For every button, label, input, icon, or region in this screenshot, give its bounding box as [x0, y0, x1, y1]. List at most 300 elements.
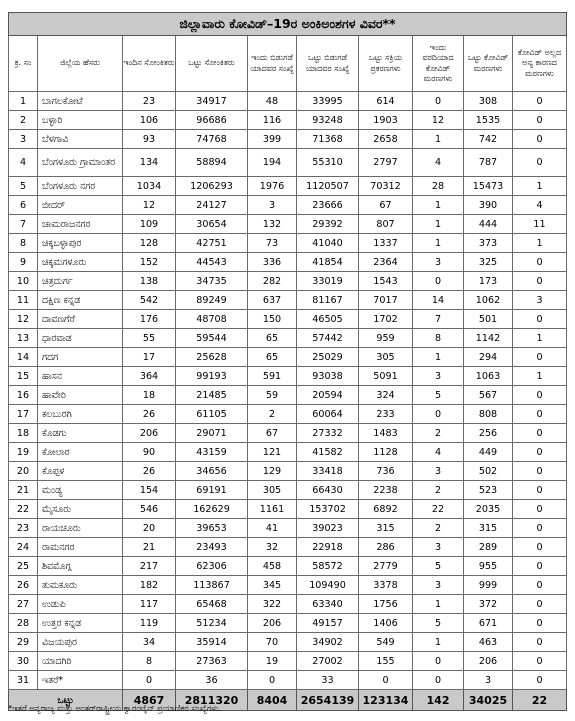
total-discharged-cell: 39023 — [297, 519, 359, 538]
district-name-cell: ಬಳ್ಳಾರಿ — [38, 111, 123, 130]
total-positive-cell: 36 — [176, 671, 248, 690]
district-name-cell: ತುಮಕೂರು — [38, 576, 123, 595]
today-positive-cell: 17 — [123, 348, 176, 367]
today-discharged-cell: 282 — [248, 272, 297, 291]
total-deaths-cell: 294 — [464, 348, 513, 367]
total-positive-cell: 35914 — [176, 633, 248, 652]
active-cases-cell: 614 — [359, 92, 413, 111]
non-covid-deaths-cell: 0 — [513, 481, 567, 500]
col-header-non-covid-deaths: ಕೋವಿಡ್ ಅಲ್ಲದ ಅನ್ಯ ಕಾರಣದ ಮರಣಗಳು — [513, 36, 567, 92]
today-deaths-cell: 3 — [413, 462, 464, 481]
active-cases-cell: 0 — [359, 671, 413, 690]
active-cases-cell: 70312 — [359, 177, 413, 196]
active-cases-cell: 2658 — [359, 130, 413, 149]
district-name-cell: ರಾಮನಗರ — [38, 538, 123, 557]
total-deaths-cell: 256 — [464, 424, 513, 443]
today-discharged-cell: 150 — [248, 310, 297, 329]
total-deaths-cell: 2035 — [464, 500, 513, 519]
non-covid-deaths-cell: 0 — [513, 405, 567, 424]
col-header-total-positive: ಒಟ್ಟು ಸೋಂಕಿತರು — [176, 36, 248, 92]
total-positive-cell: 29071 — [176, 424, 248, 443]
active-cases-cell: 1406 — [359, 614, 413, 633]
table-row — [9, 130, 567, 149]
total-discharged-cell: 41040 — [297, 234, 359, 253]
total-discharged-cell: 57442 — [297, 329, 359, 348]
today-deaths-cell: 2 — [413, 481, 464, 500]
sl-no-cell: 28 — [9, 614, 38, 633]
table-row — [9, 519, 567, 538]
district-name-cell: ದಾವಣಗೆರೆ — [38, 310, 123, 329]
total-deaths-cell: 373 — [464, 234, 513, 253]
total-deaths-cell: 206 — [464, 652, 513, 671]
today-positive-cell: 106 — [123, 111, 176, 130]
total-discharged-cell: 93038 — [297, 367, 359, 386]
today-deaths-cell: 2 — [413, 424, 464, 443]
total-discharged-cell: 63340 — [297, 595, 359, 614]
total-label: ಒಟ್ಟು — [9, 690, 123, 711]
non-covid-deaths-cell: 0 — [513, 557, 567, 576]
today-deaths-cell: 3 — [413, 538, 464, 557]
sl-no-cell: 30 — [9, 652, 38, 671]
district-name-cell: ಚಾಮರಾಜನಗರ — [38, 215, 123, 234]
total-positive-cell: 34917 — [176, 92, 248, 111]
today-deaths-cell: 4 — [413, 149, 464, 177]
active-cases-cell: 1128 — [359, 443, 413, 462]
today-positive-cell: 26 — [123, 462, 176, 481]
total-deaths-cell: 1063 — [464, 367, 513, 386]
district-rows — [9, 92, 567, 690]
district-name-cell: ಉಡುಪಿ — [38, 595, 123, 614]
active-cases-cell: 1337 — [359, 234, 413, 253]
total-discharged-cell: 93248 — [297, 111, 359, 130]
total-positive-cell: 34656 — [176, 462, 248, 481]
sl-no-cell: 15 — [9, 367, 38, 386]
active-cases-cell: 6892 — [359, 500, 413, 519]
non-covid-deaths-cell: 0 — [513, 633, 567, 652]
non-covid-deaths-cell: 1 — [513, 234, 567, 253]
sl-no-cell: 14 — [9, 348, 38, 367]
active-cases-cell: 324 — [359, 386, 413, 405]
today-discharged-cell: 48 — [248, 92, 297, 111]
today-deaths-cell: 8 — [413, 329, 464, 348]
today-deaths-cell: 0 — [413, 405, 464, 424]
today-positive-cell: 217 — [123, 557, 176, 576]
today-deaths-cell: 0 — [413, 92, 464, 111]
table-row — [9, 234, 567, 253]
total-positive-cell: 43159 — [176, 443, 248, 462]
total-discharged-cell: 46505 — [297, 310, 359, 329]
total-positive-cell: 30654 — [176, 215, 248, 234]
table-row — [9, 633, 567, 652]
district-name-cell: ರಾಯಚೂರು — [38, 519, 123, 538]
total-positive-cell: 27363 — [176, 652, 248, 671]
total-deaths-cell: 787 — [464, 149, 513, 177]
non-covid-deaths-cell: 0 — [513, 92, 567, 111]
total-deaths-cell: 289 — [464, 538, 513, 557]
sl-no-cell: 16 — [9, 386, 38, 405]
col-header-district: ಜಿಲ್ಲೆಯ ಹೆಸರು — [38, 36, 123, 92]
today-positive-cell: 23 — [123, 92, 176, 111]
total-discharged-cell: 58572 — [297, 557, 359, 576]
sl-no-cell: 27 — [9, 595, 38, 614]
sl-no-cell: 11 — [9, 291, 38, 310]
non-covid-deaths-cell: 0 — [513, 519, 567, 538]
col-header-total-discharged: ಒಟ್ಟು ಬಿಡುಗಡೆ ಯಾದವರ ಸಂಖ್ಯೆ — [297, 36, 359, 92]
total-positive-cell: 62306 — [176, 557, 248, 576]
today-deaths-cell: 0 — [413, 671, 464, 690]
district-name-cell: ಚಿಕ್ಕಬಳ್ಳಾಪುರ — [38, 234, 123, 253]
active-cases-cell: 1702 — [359, 310, 413, 329]
today-positive-cell: 176 — [123, 310, 176, 329]
sl-no-cell: 20 — [9, 462, 38, 481]
total-positive-cell: 59544 — [176, 329, 248, 348]
total-deaths-cell: 15473 — [464, 177, 513, 196]
sl-no-cell: 3 — [9, 130, 38, 149]
district-name-cell: ಶಿವಮೊಗ್ಗ — [38, 557, 123, 576]
today-positive-cell: 546 — [123, 500, 176, 519]
today-positive-cell: 21 — [123, 538, 176, 557]
today-discharged-cell: 1161 — [248, 500, 297, 519]
today-discharged-cell: 591 — [248, 367, 297, 386]
total-positive-cell: 74768 — [176, 130, 248, 149]
non-covid-deaths-cell: 4 — [513, 196, 567, 215]
table-row — [9, 671, 567, 690]
total-active-cases-cell: 123134 — [359, 690, 413, 711]
non-covid-deaths-cell: 0 — [513, 253, 567, 272]
today-deaths-cell: 5 — [413, 386, 464, 405]
today-deaths-cell: 1 — [413, 196, 464, 215]
total-discharged-cell: 49157 — [297, 614, 359, 633]
district-name-cell: ಬೆಂಗಳೂರು ನಗರ — [38, 177, 123, 196]
total-discharged-cell: 81167 — [297, 291, 359, 310]
today-discharged-cell: 2 — [248, 405, 297, 424]
district-name-cell: ಯಾದಗಿರಿ — [38, 652, 123, 671]
total-deaths-cell: 3 — [464, 671, 513, 690]
total-deaths-cell: 502 — [464, 462, 513, 481]
today-discharged-cell: 399 — [248, 130, 297, 149]
table-row — [9, 215, 567, 234]
non-covid-deaths-cell: 0 — [513, 595, 567, 614]
sl-no-cell: 7 — [9, 215, 38, 234]
today-positive-cell: 8 — [123, 652, 176, 671]
today-discharged-cell: 1976 — [248, 177, 297, 196]
today-deaths-cell: 1 — [413, 130, 464, 149]
today-positive-cell: 119 — [123, 614, 176, 633]
total-positive-cell: 58894 — [176, 149, 248, 177]
total-discharged-cell: 25029 — [297, 348, 359, 367]
today-deaths-cell: 3 — [413, 576, 464, 595]
today-deaths-cell: 1 — [413, 215, 464, 234]
district-name-cell: ದಕ್ಷಿಣ ಕನ್ನಡ — [38, 291, 123, 310]
non-covid-deaths-cell: 0 — [513, 272, 567, 291]
district-name-cell: ಬೀದರ್ — [38, 196, 123, 215]
non-covid-deaths-cell: 1 — [513, 367, 567, 386]
total-positive-cell: 39653 — [176, 519, 248, 538]
non-covid-deaths-cell: 11 — [513, 215, 567, 234]
table-row — [9, 386, 567, 405]
today-deaths-cell: 1 — [413, 595, 464, 614]
sl-no-cell: 25 — [9, 557, 38, 576]
non-covid-deaths-cell: 0 — [513, 462, 567, 481]
today-discharged-cell: 67 — [248, 424, 297, 443]
today-discharged-cell: 194 — [248, 149, 297, 177]
total-deaths-cell: 955 — [464, 557, 513, 576]
total-discharged-cell: 55310 — [297, 149, 359, 177]
today-deaths-cell: 0 — [413, 272, 464, 291]
total-discharged-cell: 23666 — [297, 196, 359, 215]
today-positive-cell: 93 — [123, 130, 176, 149]
sl-no-cell: 10 — [9, 272, 38, 291]
today-discharged-cell: 345 — [248, 576, 297, 595]
active-cases-cell: 67 — [359, 196, 413, 215]
table-row — [9, 92, 567, 111]
today-positive-cell: 206 — [123, 424, 176, 443]
today-deaths-cell: 1 — [413, 633, 464, 652]
sl-no-cell: 2 — [9, 111, 38, 130]
non-covid-deaths-cell: 0 — [513, 652, 567, 671]
total-discharged-cell: 29392 — [297, 215, 359, 234]
total-deaths-cell: 999 — [464, 576, 513, 595]
active-cases-cell: 2238 — [359, 481, 413, 500]
total-positive-cell: 21485 — [176, 386, 248, 405]
non-covid-deaths-cell: 1 — [513, 177, 567, 196]
sl-no-cell: 29 — [9, 633, 38, 652]
district-name-cell: ಹಾಸನ — [38, 367, 123, 386]
total-deaths-cell: 444 — [464, 215, 513, 234]
district-name-cell: ಕೊಪ್ಪಳ — [38, 462, 123, 481]
table-row — [9, 291, 567, 310]
total-deaths-cell: 325 — [464, 253, 513, 272]
table-row — [9, 111, 567, 130]
total-deaths-cell: 808 — [464, 405, 513, 424]
today-deaths-cell: 4 — [413, 443, 464, 462]
today-positive-cell: 0 — [123, 671, 176, 690]
active-cases-cell: 286 — [359, 538, 413, 557]
total-positive-cell: 61105 — [176, 405, 248, 424]
table-row — [9, 253, 567, 272]
total-discharged-cell: 27002 — [297, 652, 359, 671]
total-discharged-cell: 22918 — [297, 538, 359, 557]
active-cases-cell: 1903 — [359, 111, 413, 130]
active-cases-cell: 3378 — [359, 576, 413, 595]
table-row — [9, 443, 567, 462]
total-discharged-cell: 34902 — [297, 633, 359, 652]
district-name-cell: ಚಿತ್ರದುರ್ಗ — [38, 272, 123, 291]
table-row — [9, 500, 567, 519]
non-covid-deaths-cell: 0 — [513, 671, 567, 690]
non-covid-deaths-cell: 0 — [513, 310, 567, 329]
non-covid-deaths-cell: 3 — [513, 291, 567, 310]
active-cases-cell: 549 — [359, 633, 413, 652]
district-name-cell: ಕೋಲಾರ — [38, 443, 123, 462]
today-discharged-cell: 116 — [248, 111, 297, 130]
sl-no-cell: 31 — [9, 671, 38, 690]
district-name-cell: ಬೆಂಗಳೂರು ಗ್ರಾಮಾಂತರ — [38, 149, 123, 177]
today-deaths-cell: 1 — [413, 348, 464, 367]
today-positive-cell: 182 — [123, 576, 176, 595]
total-total-positive-cell: 2811320 — [176, 690, 248, 711]
today-positive-cell: 18 — [123, 386, 176, 405]
district-covid-table — [8, 12, 567, 711]
table-row — [9, 614, 567, 633]
today-positive-cell: 138 — [123, 272, 176, 291]
table-row — [9, 367, 567, 386]
total-deaths-cell: 173 — [464, 272, 513, 291]
total-total-deaths-cell: 34025 — [464, 690, 513, 711]
today-discharged-cell: 322 — [248, 595, 297, 614]
today-deaths-cell: 2 — [413, 519, 464, 538]
non-covid-deaths-cell: 0 — [513, 149, 567, 177]
total-positive-cell: 24127 — [176, 196, 248, 215]
today-positive-cell: 12 — [123, 196, 176, 215]
total-deaths-cell: 501 — [464, 310, 513, 329]
today-positive-cell: 34 — [123, 633, 176, 652]
total-deaths-cell: 308 — [464, 92, 513, 111]
non-covid-deaths-cell: 0 — [513, 424, 567, 443]
table-row — [9, 576, 567, 595]
district-name-cell: ಬೆಳಗಾವಿ — [38, 130, 123, 149]
today-discharged-cell: 637 — [248, 291, 297, 310]
sl-no-cell: 4 — [9, 149, 38, 177]
total-discharged-cell: 20594 — [297, 386, 359, 405]
today-deaths-cell: 22 — [413, 500, 464, 519]
today-deaths-cell: 3 — [413, 367, 464, 386]
active-cases-cell: 2364 — [359, 253, 413, 272]
footnote: *ಇತರೆ ಅನ್ಯರಾಜ್ಯ ಮತ್ತು ಅಂತರ್‌ರಾಷ್ಟ್ರೀಯ ಕ್ವಾರಂಟೈನ್ ಪ್ರಯಾಣಿಕರ ಸಂಖ್ಯೆಗಳು. — [8, 703, 222, 713]
active-cases-cell: 2797 — [359, 149, 413, 177]
today-positive-cell: 109 — [123, 215, 176, 234]
total-positive-cell: 23493 — [176, 538, 248, 557]
non-covid-deaths-cell: 0 — [513, 614, 567, 633]
total-discharged-cell: 33 — [297, 671, 359, 690]
today-discharged-cell: 19 — [248, 652, 297, 671]
table-row — [9, 405, 567, 424]
today-discharged-cell: 73 — [248, 234, 297, 253]
total-positive-cell: 1206293 — [176, 177, 248, 196]
total-positive-cell: 34735 — [176, 272, 248, 291]
sl-no-cell: 23 — [9, 519, 38, 538]
total-discharged-cell: 66430 — [297, 481, 359, 500]
total-deaths-cell: 523 — [464, 481, 513, 500]
total-discharged-cell: 60064 — [297, 405, 359, 424]
total-discharged-cell: 71368 — [297, 130, 359, 149]
non-covid-deaths-cell: 0 — [513, 111, 567, 130]
active-cases-cell: 736 — [359, 462, 413, 481]
sl-no-cell: 18 — [9, 424, 38, 443]
total-discharged-cell: 33019 — [297, 272, 359, 291]
active-cases-cell: 315 — [359, 519, 413, 538]
today-positive-cell: 542 — [123, 291, 176, 310]
total-positive-cell: 96686 — [176, 111, 248, 130]
today-positive-cell: 55 — [123, 329, 176, 348]
sl-no-cell: 17 — [9, 405, 38, 424]
total-deaths-cell: 1062 — [464, 291, 513, 310]
today-positive-cell: 152 — [123, 253, 176, 272]
today-positive-cell: 20 — [123, 519, 176, 538]
sl-no-cell: 21 — [9, 481, 38, 500]
total-positive-cell: 65468 — [176, 595, 248, 614]
today-deaths-cell: 12 — [413, 111, 464, 130]
district-name-cell: ಇತರೆ* — [38, 671, 123, 690]
today-discharged-cell: 65 — [248, 348, 297, 367]
total-today-discharged-cell: 8404 — [248, 690, 297, 711]
sl-no-cell: 13 — [9, 329, 38, 348]
non-covid-deaths-cell: 1 — [513, 329, 567, 348]
sl-no-cell: 5 — [9, 177, 38, 196]
today-deaths-cell: 0 — [413, 652, 464, 671]
total-discharged-cell: 33995 — [297, 92, 359, 111]
today-positive-cell: 134 — [123, 149, 176, 177]
sl-no-cell: 26 — [9, 576, 38, 595]
total-non-covid-deaths-cell: 22 — [513, 690, 567, 711]
non-covid-deaths-cell: 0 — [513, 443, 567, 462]
non-covid-deaths-cell: 0 — [513, 348, 567, 367]
table-row — [9, 272, 567, 291]
district-name-cell: ಮಂಡ್ಯ — [38, 481, 123, 500]
today-deaths-cell: 7 — [413, 310, 464, 329]
table-title: ಜಿಲ್ಲಾವಾರು ಕೋವಿಡ್–19ರ ಅಂಕಿಅಂಶಗಳ ವಿವರ** — [9, 13, 567, 36]
today-deaths-cell: 5 — [413, 557, 464, 576]
non-covid-deaths-cell: 0 — [513, 576, 567, 595]
district-name-cell: ಕೊಡಗು — [38, 424, 123, 443]
today-positive-cell: 154 — [123, 481, 176, 500]
sl-no-cell: 22 — [9, 500, 38, 519]
today-deaths-cell: 3 — [413, 253, 464, 272]
col-header-total-deaths: ಒಟ್ಟು ಕೋವಿಡ್ ಮರಣಗಳು — [464, 36, 513, 92]
total-positive-cell: 42751 — [176, 234, 248, 253]
today-discharged-cell: 458 — [248, 557, 297, 576]
table-row — [9, 462, 567, 481]
table-row — [9, 348, 567, 367]
table-row — [9, 149, 567, 177]
today-positive-cell: 117 — [123, 595, 176, 614]
table-row — [9, 652, 567, 671]
sl-no-cell: 1 — [9, 92, 38, 111]
active-cases-cell: 1756 — [359, 595, 413, 614]
column-header-row — [9, 36, 567, 92]
today-deaths-cell: 1 — [413, 234, 464, 253]
today-discharged-cell: 3 — [248, 196, 297, 215]
total-deaths-cell: 390 — [464, 196, 513, 215]
district-name-cell: ಕಲಬುರಗಿ — [38, 405, 123, 424]
active-cases-cell: 1543 — [359, 272, 413, 291]
today-discharged-cell: 132 — [248, 215, 297, 234]
table-row — [9, 481, 567, 500]
table-row — [9, 177, 567, 196]
total-total-discharged-cell: 2654139 — [297, 690, 359, 711]
total-positive-cell: 44543 — [176, 253, 248, 272]
active-cases-cell: 7017 — [359, 291, 413, 310]
today-positive-cell: 90 — [123, 443, 176, 462]
col-header-today-positive: ಇಂದಿನ ಸೋಂಕಿತರು — [123, 36, 176, 92]
district-name-cell: ಧಾರವಾಡ — [38, 329, 123, 348]
sl-no-cell: 19 — [9, 443, 38, 462]
table-row — [9, 196, 567, 215]
total-deaths-cell: 463 — [464, 633, 513, 652]
active-cases-cell: 2779 — [359, 557, 413, 576]
today-positive-cell: 364 — [123, 367, 176, 386]
today-deaths-cell: 5 — [413, 614, 464, 633]
today-deaths-cell: 28 — [413, 177, 464, 196]
active-cases-cell: 807 — [359, 215, 413, 234]
total-positive-cell: 99193 — [176, 367, 248, 386]
district-name-cell: ಬಾಗಲಕೋಟೆ — [38, 92, 123, 111]
col-header-active-cases: ಒಟ್ಟು ಸಕ್ರಿಯ ಪ್ರಕರಣಗಳು — [359, 36, 413, 92]
today-discharged-cell: 206 — [248, 614, 297, 633]
table-row — [9, 329, 567, 348]
active-cases-cell: 1483 — [359, 424, 413, 443]
district-name-cell: ಚಿಕ್ಕಮಗಳೂರು — [38, 253, 123, 272]
